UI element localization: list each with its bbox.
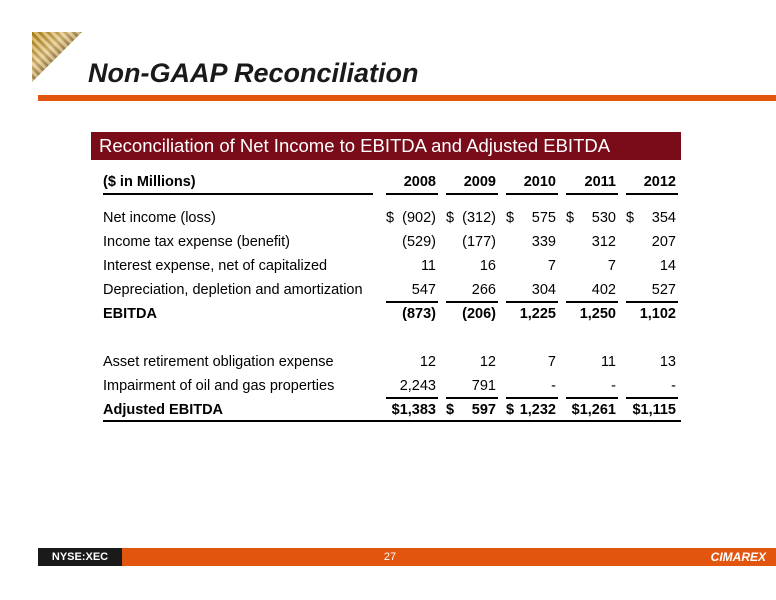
table-cell: 312 (591, 234, 616, 250)
table-cell: - (611, 378, 616, 394)
table-bottom-rule (103, 420, 681, 422)
table-cell: - (671, 378, 676, 394)
table-row-total (103, 302, 681, 326)
header-underline (626, 193, 678, 195)
table-row (103, 278, 681, 302)
table-cell: (873) (402, 306, 436, 322)
year-header: 2012 (643, 174, 676, 190)
table-cell: $1,261 (571, 402, 616, 418)
brand-logo: CIMAREX (672, 548, 776, 566)
table-cell: 207 (651, 234, 676, 250)
table-cell: 304 (531, 282, 556, 298)
table-header-row (103, 170, 681, 196)
table-cell: 11 (420, 258, 436, 274)
row-label: Depreciation, depletion and amortization (103, 282, 363, 298)
table-cell: 527 (651, 282, 676, 298)
currency-symbol: $ (566, 210, 575, 226)
currency-symbol: $ (506, 402, 515, 418)
header-underline (566, 193, 618, 195)
table-row (103, 374, 681, 398)
row-label: Impairment of oil and gas properties (103, 378, 335, 394)
row-label: Interest expense, net of capitalized (103, 258, 328, 274)
row-label: Income tax expense (benefit) (103, 234, 290, 250)
row-label: Net income (loss) (103, 210, 216, 226)
table-row-total (103, 398, 681, 422)
table-row (103, 230, 681, 254)
year-header: 2011 (584, 174, 616, 190)
currency-symbol: $ (626, 210, 635, 226)
currency-symbol: $ (506, 210, 515, 226)
table-row (103, 350, 681, 374)
table-cell: 2,243 (399, 378, 436, 394)
table-cell: 791 (471, 378, 496, 394)
table-cell: (177) (462, 234, 496, 250)
page-title: Non-GAAP Reconciliation (88, 58, 419, 88)
year-header: 2010 (523, 174, 556, 190)
table-cell: 1,102 (639, 306, 676, 322)
table-cell: 13 (659, 354, 676, 370)
table-cell: 14 (659, 258, 676, 274)
header-underline (386, 193, 438, 195)
table-cell: 266 (471, 282, 496, 298)
table-cell: 575 (531, 210, 556, 226)
header-underline (446, 193, 498, 195)
table-cell: $1,115 (632, 402, 676, 418)
row-label: EBITDA (103, 306, 157, 322)
page-number: 27 (383, 551, 397, 563)
table-cell: (312) (462, 210, 496, 226)
header-underline (506, 193, 558, 195)
table-row (103, 206, 681, 230)
table-cell: $1,383 (391, 402, 436, 418)
table-cell: 12 (479, 354, 496, 370)
table-cell: 7 (547, 354, 556, 370)
table-cell: 7 (547, 258, 556, 274)
table-cell: 12 (419, 354, 436, 370)
table-cell: 354 (651, 210, 676, 226)
logo-mark (32, 32, 82, 82)
ticker-label: NYSE:XEC (38, 548, 122, 566)
year-header: 2008 (403, 174, 436, 190)
table-cell: 1,225 (519, 306, 556, 322)
row-label: Asset retirement obligation expense (103, 354, 334, 370)
unit-label: ($ in Millions) (103, 174, 196, 190)
table-cell: 7 (607, 258, 616, 274)
table-cell: 16 (479, 258, 496, 274)
table-row (103, 254, 681, 278)
table-cell: 402 (591, 282, 616, 298)
currency-symbol: $ (446, 402, 455, 418)
table-cell: 11 (600, 354, 616, 370)
reconciliation-table (103, 170, 681, 422)
currency-symbol: $ (446, 210, 455, 226)
table-cell: - (551, 378, 556, 394)
table-cell: 597 (471, 402, 496, 418)
currency-symbol: $ (386, 210, 395, 226)
table-cell: (529) (402, 234, 436, 250)
table-cell: (206) (462, 306, 496, 322)
table-cell: 547 (411, 282, 436, 298)
table-cell: 1,250 (579, 306, 616, 322)
year-header: 2009 (463, 174, 496, 190)
header-underline (103, 193, 373, 195)
table-cell: 1,232 (519, 402, 556, 418)
table-cell: 339 (531, 234, 556, 250)
row-label: Adjusted EBITDA (103, 402, 224, 418)
title-divider (38, 95, 776, 101)
section-banner: Reconciliation of Net Income to EBITDA and Adjusted EBITDA (91, 132, 681, 160)
table-cell: (902) (402, 210, 436, 226)
table-cell: 530 (591, 210, 616, 226)
